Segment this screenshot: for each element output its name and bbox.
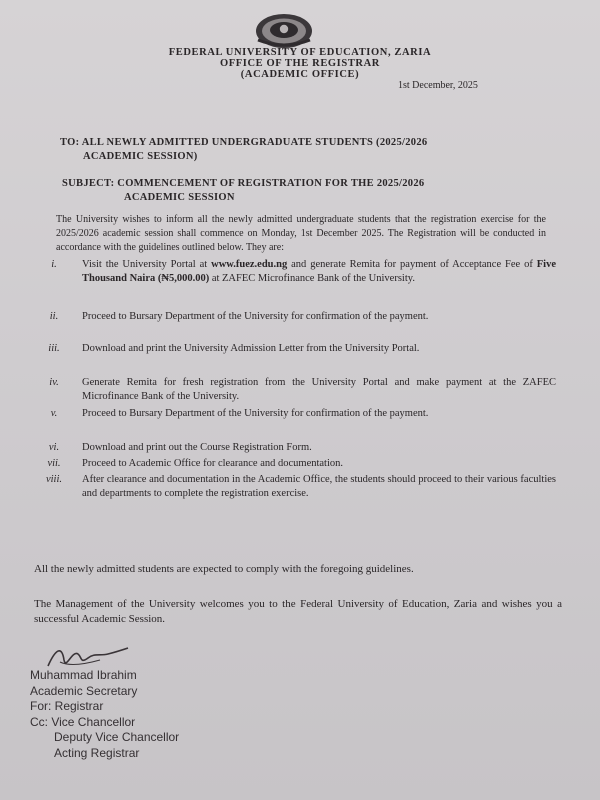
registration-steps <box>36 258 556 500</box>
addressee-line-1: TO: ALL NEWLY ADMITTED UNDERGRADUATE STUDENTS (2025/2026 <box>60 137 428 148</box>
list-item <box>36 376 556 407</box>
office-unit: (ACADEMIC OFFICE) <box>240 69 360 80</box>
institution-name: FEDERAL UNIVERSITY OF EDUCATION, ZARIA <box>168 47 432 58</box>
list-item <box>36 457 556 473</box>
closing-paragraph: All the newly admitted students are expected to comply with the foregoing guidelines. <box>34 563 414 575</box>
list-item <box>36 310 556 342</box>
fee-amount: Five Thousand Naira (₦5,000.00) <box>82 259 556 284</box>
step-number: ii. <box>49 311 59 322</box>
office-name: OFFICE OF THE REGISTRAR <box>220 58 380 69</box>
signatory-for: For: Registrar <box>30 699 104 713</box>
step-number: iii. <box>48 343 60 354</box>
step-text: After clearance and documentation in the Academic Office, the students should proceed to their various faculties and departments to complete the registration exercise. <box>82 474 556 499</box>
letter-date: 1st December, 2025 <box>398 80 478 91</box>
step-number: viii. <box>45 474 63 485</box>
list-item <box>36 342 556 376</box>
cc-recipient: Vice Chancellor <box>51 714 136 729</box>
step-number: vi. <box>48 442 60 453</box>
cc-recipient: Deputy Vice Chancellor <box>54 730 180 744</box>
signatory-name: Muhammad Ibrahim <box>30 668 137 682</box>
step-text: Generate Remita for fresh registration from the University Portal and make payment at the ZAFEC Microfinance Bank of the University. <box>82 377 556 402</box>
portal-link[interactable]: www.fuez.edu.ng <box>211 259 288 270</box>
addressee-line-2: ACADEMIC SESSION) <box>83 151 198 162</box>
list-item <box>36 258 556 310</box>
subject <box>62 177 532 205</box>
welcome-paragraph: The Management of the University welcomes you to the Federal University of Education, Zaria and wishes you a successful Academic Session. <box>34 598 562 625</box>
subject-line-1: SUBJECT: COMMENCEMENT OF REGISTRATION FOR THE 2025/2026 <box>62 178 425 189</box>
list-item <box>36 441 556 457</box>
list-item <box>36 407 556 441</box>
cc-recipient: Acting Registrar <box>54 745 140 760</box>
signatory-title: Academic Secretary <box>30 683 138 698</box>
intro-paragraph: The University wishes to inform all the newly admitted undergraduate students that the registration exercise for the 2025/2026 academic session shall commence on Monday, 1st December 2025. The Registration will be conducted in accordance with the guidelines outlined below. They are: <box>56 214 546 254</box>
step-text: Download and print out the Course Registration Form. <box>82 442 312 453</box>
step-text: Proceed to Academic Office for clearance and documentation. <box>82 458 344 469</box>
step-number: iv. <box>49 377 59 388</box>
step-text <box>82 258 556 285</box>
list-item <box>36 473 556 500</box>
cc-label: Cc: <box>30 714 48 729</box>
addressee <box>60 136 530 164</box>
step-number: i. <box>51 259 57 270</box>
step-text: Proceed to Bursary Department of the University for confirmation of the payment. <box>82 408 429 419</box>
signature-block <box>30 668 179 761</box>
step-text-part: and generate Remita for payment of Acceptance Fee of <box>287 259 537 270</box>
cc-line <box>30 715 179 731</box>
step-text: Download and print the University Admission Letter from the University Portal. <box>82 343 420 354</box>
university-crest-icon <box>252 10 316 50</box>
step-number: v. <box>50 408 58 419</box>
step-number: vii. <box>47 458 61 469</box>
step-text-part: Visit the University Portal at <box>82 259 212 270</box>
step-text: Proceed to Bursary Department of the University for confirmation of the payment. <box>82 311 429 322</box>
subject-line-2: ACADEMIC SESSION <box>124 192 235 203</box>
step-text-part: at ZAFEC Microfinance Bank of the University. <box>209 272 415 284</box>
